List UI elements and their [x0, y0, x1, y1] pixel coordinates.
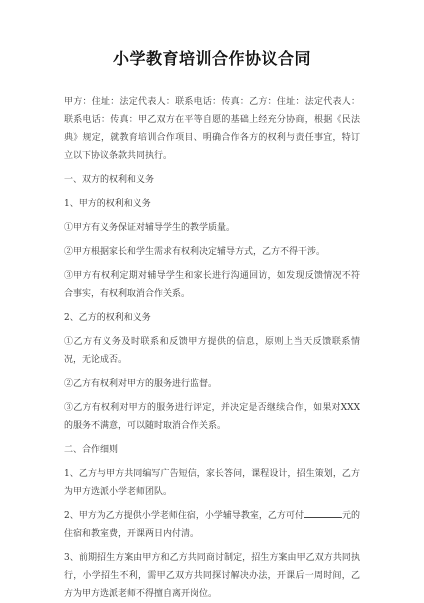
clause-a2: ②甲方根据家长和学生需求有权利决定辅导方式，乙方不得干涉。 [64, 247, 326, 257]
detail-2 [64, 507, 360, 543]
detail-3: 3、前期招生方案由甲方和乙方共同商讨制定，招生方案由甲乙双方共同执行，小学招生不利，需甲乙双方共同探讨解决办法，开课后一周时间，乙方为甲方选派老师不得擅自离开岗位。 [64, 553, 360, 599]
clause-b2: ②乙方有权利对甲方的服务进行监督。 [64, 379, 218, 389]
parties-paragraph: 甲方：住址：法定代表人：联系电话：传真：乙方：住址：法定代表人：联系电话：传真：甲乙双方在平等自愿的基础上经充分协商，根据《民法典》规定，就教育培训合作项目、明确合作各方的权利与责任事宜，特订立以下协议条款共同执行。 [64, 97, 360, 161]
section-heading-rights: 一、双方的权利和义务 [64, 175, 155, 185]
subheading-party-a: 1、甲方的权利和义务 [64, 199, 151, 209]
clause-b3: ③乙方有权利对甲方的服务进行评定，并决定是否继续合作，如果对XXX的服务不满意，可以随时取消合作关系。 [64, 403, 360, 431]
section-heading-details: 二、合作细则 [64, 445, 119, 455]
clause-b1: ①乙方有义务及时联系和反馈甲方提供的信息，原则上当天反馈联系情况，无论成否。 [64, 337, 360, 365]
fee-blank-line [304, 507, 342, 518]
clause-a1: ①甲方有义务保证对辅导学生的教学质量。 [64, 223, 236, 233]
detail-2-before: 2、甲方为乙方提供小学老师住宿，小学辅导教室，乙方可付 [64, 511, 304, 521]
subheading-party-b: 2、乙方的权利和义务 [64, 313, 151, 323]
detail-2-after: 元的住宿和教室费，开课两日内付清。 [64, 511, 360, 539]
document-body [64, 93, 360, 603]
document-title: 小学教育培训合作协议合同 [112, 49, 311, 68]
detail-1: 1、乙方与甲方共同编写广告短信，家长答问，课程设计，招生策划，乙方为甲方选派小学老师团队。 [64, 469, 360, 497]
clause-a3: ③甲方有权利定期对辅导学生和家长进行沟通回访，如发现反馈情况不符合事实，有权利取消合作关系。 [64, 271, 360, 299]
